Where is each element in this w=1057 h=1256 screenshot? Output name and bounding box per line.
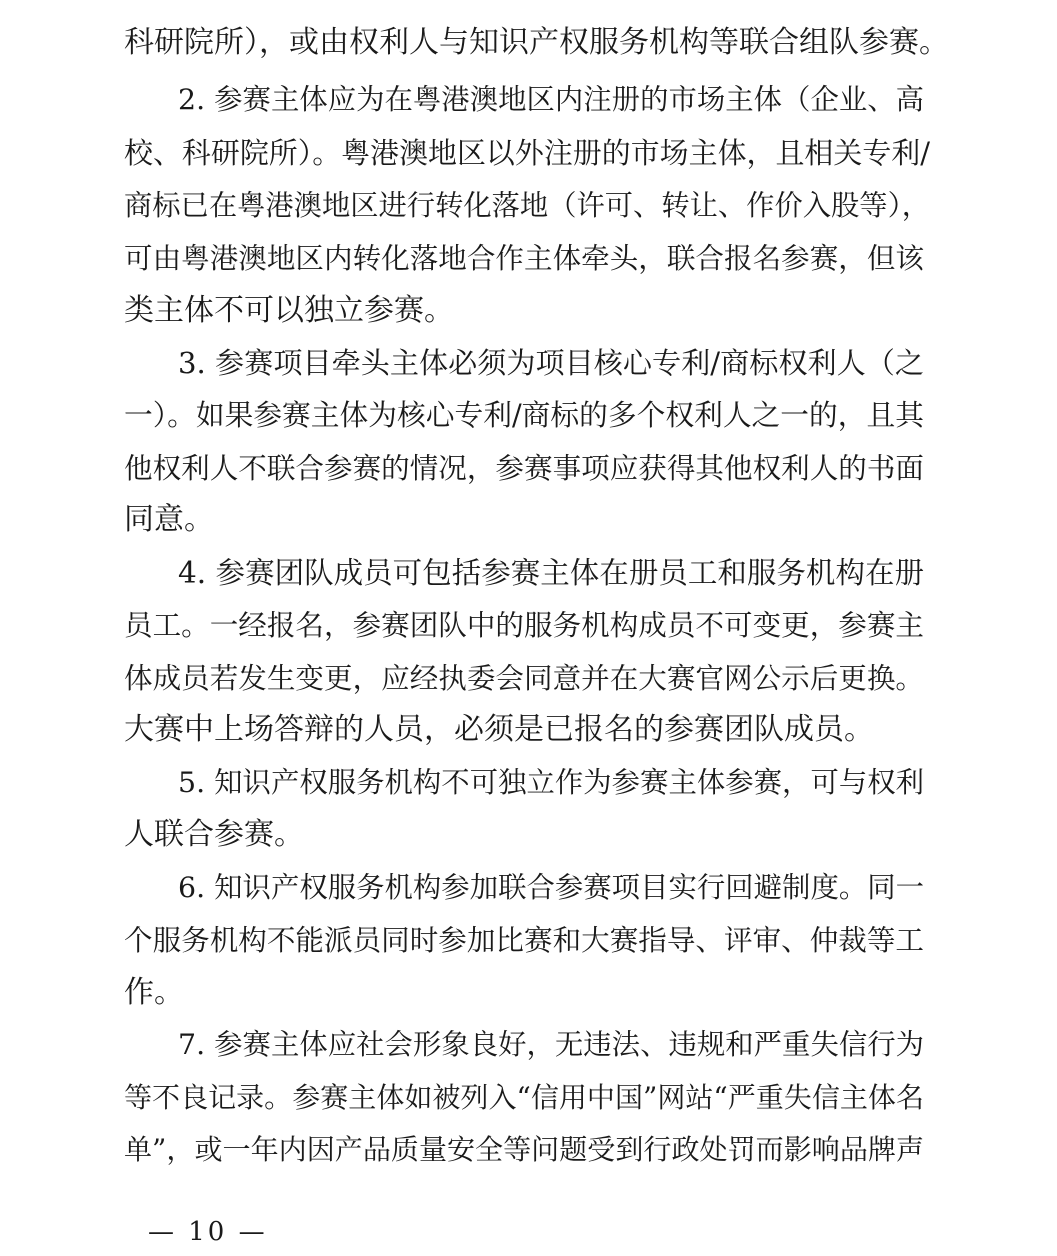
text-line — [0, 180, 1057, 232]
text-line — [0, 17, 1057, 69]
text-line-content: 校、科研院所）。粤港澳地区以外注册的市场主体，且相关专利/ — [124, 136, 931, 170]
text-line — [0, 704, 1057, 756]
text-line — [0, 967, 1057, 1019]
text-line — [0, 1124, 1057, 1176]
text-line-content: 个服务机构不能派员同时参加比赛和大赛指导、评审、仲裁等工 — [124, 923, 925, 957]
text-line-content: 等不良记录。参赛主体如被列入“信用中国”网站“严重失信主体名 — [124, 1081, 924, 1114]
text-line-content: 他权利人不联合参赛的情况，参赛事项应获得其他权利人的书面 — [124, 451, 925, 485]
text-line-content: 类主体不可以独立参赛。 — [124, 293, 454, 328]
text-line — [0, 809, 1057, 861]
paragraph-5-first-line — [0, 757, 1057, 809]
text-line — [0, 599, 1057, 651]
text-line-content: 同意。 — [124, 502, 214, 537]
text-line-content: 商标已在粤港澳地区进行转化落地（许可、转让、作价入股等）， — [124, 189, 931, 222]
text-line-content: 人联合参赛。 — [124, 817, 304, 852]
paragraph-7-first-line — [0, 1019, 1057, 1071]
text-line-content: 2. 参赛主体应为在粤港澳地区内注册的市场主体（企业、高 — [178, 83, 925, 116]
paragraph-2-first-line — [0, 74, 1057, 126]
text-line-content: 作。 — [124, 975, 184, 1010]
text-line — [0, 127, 1057, 179]
text-line — [0, 914, 1057, 966]
text-line-content: 5. 知识产权服务机构不可独立作为参赛主体参赛，可与权利 — [178, 766, 925, 799]
text-line-content: 大赛中上场答辩的人员，必须是已报名的参赛团队成员。 — [124, 712, 874, 747]
text-line — [0, 494, 1057, 546]
text-line-content: 3. 参赛项目牵头主体必须为项目核心专利/商标权利人（之 — [178, 346, 924, 380]
text-line-content: 6. 知识产权服务机构参加联合参赛项目实行回避制度。同一 — [178, 871, 925, 904]
text-line-content: 员工。一经报名，参赛团队中的服务机构成员不可变更，参赛主 — [124, 608, 925, 642]
text-line — [0, 389, 1057, 441]
page-footer — [0, 1214, 1057, 1250]
text-line — [0, 232, 1057, 284]
paragraph-3-first-line — [0, 337, 1057, 389]
text-line — [0, 285, 1057, 337]
paragraph-4-first-line — [0, 547, 1057, 599]
text-line-content: 单”，或一年内因产品质量安全等问题受到行政处罚而影响品牌声 — [124, 1133, 924, 1166]
text-line — [0, 442, 1057, 494]
text-line-content: 7. 参赛主体应社会形象良好，无违法、违规和严重失信行为 — [178, 1028, 925, 1061]
text-line — [0, 652, 1057, 704]
text-line-content: 体成员若发生变更，应经执委会同意并在大赛官网公示后更换。 — [124, 661, 925, 695]
paragraph-6-first-line — [0, 862, 1057, 914]
text-line-content: 可由粤港澳地区内转化落地合作主体牵头，联合报名参赛，但该 — [124, 241, 925, 275]
text-line-content: 科研院所），或由权利人与知识产权服务机构等联合组队参赛。 — [124, 25, 949, 60]
text-line-content: 4. 参赛团队成员可包括参赛主体在册员工和服务机构在册 — [178, 556, 925, 590]
text-line — [0, 1072, 1057, 1124]
page-number: — 10 — — [148, 1217, 268, 1247]
text-line-content: 一）。如果参赛主体为核心专利/商标的多个权利人之一的，且其 — [124, 398, 924, 432]
